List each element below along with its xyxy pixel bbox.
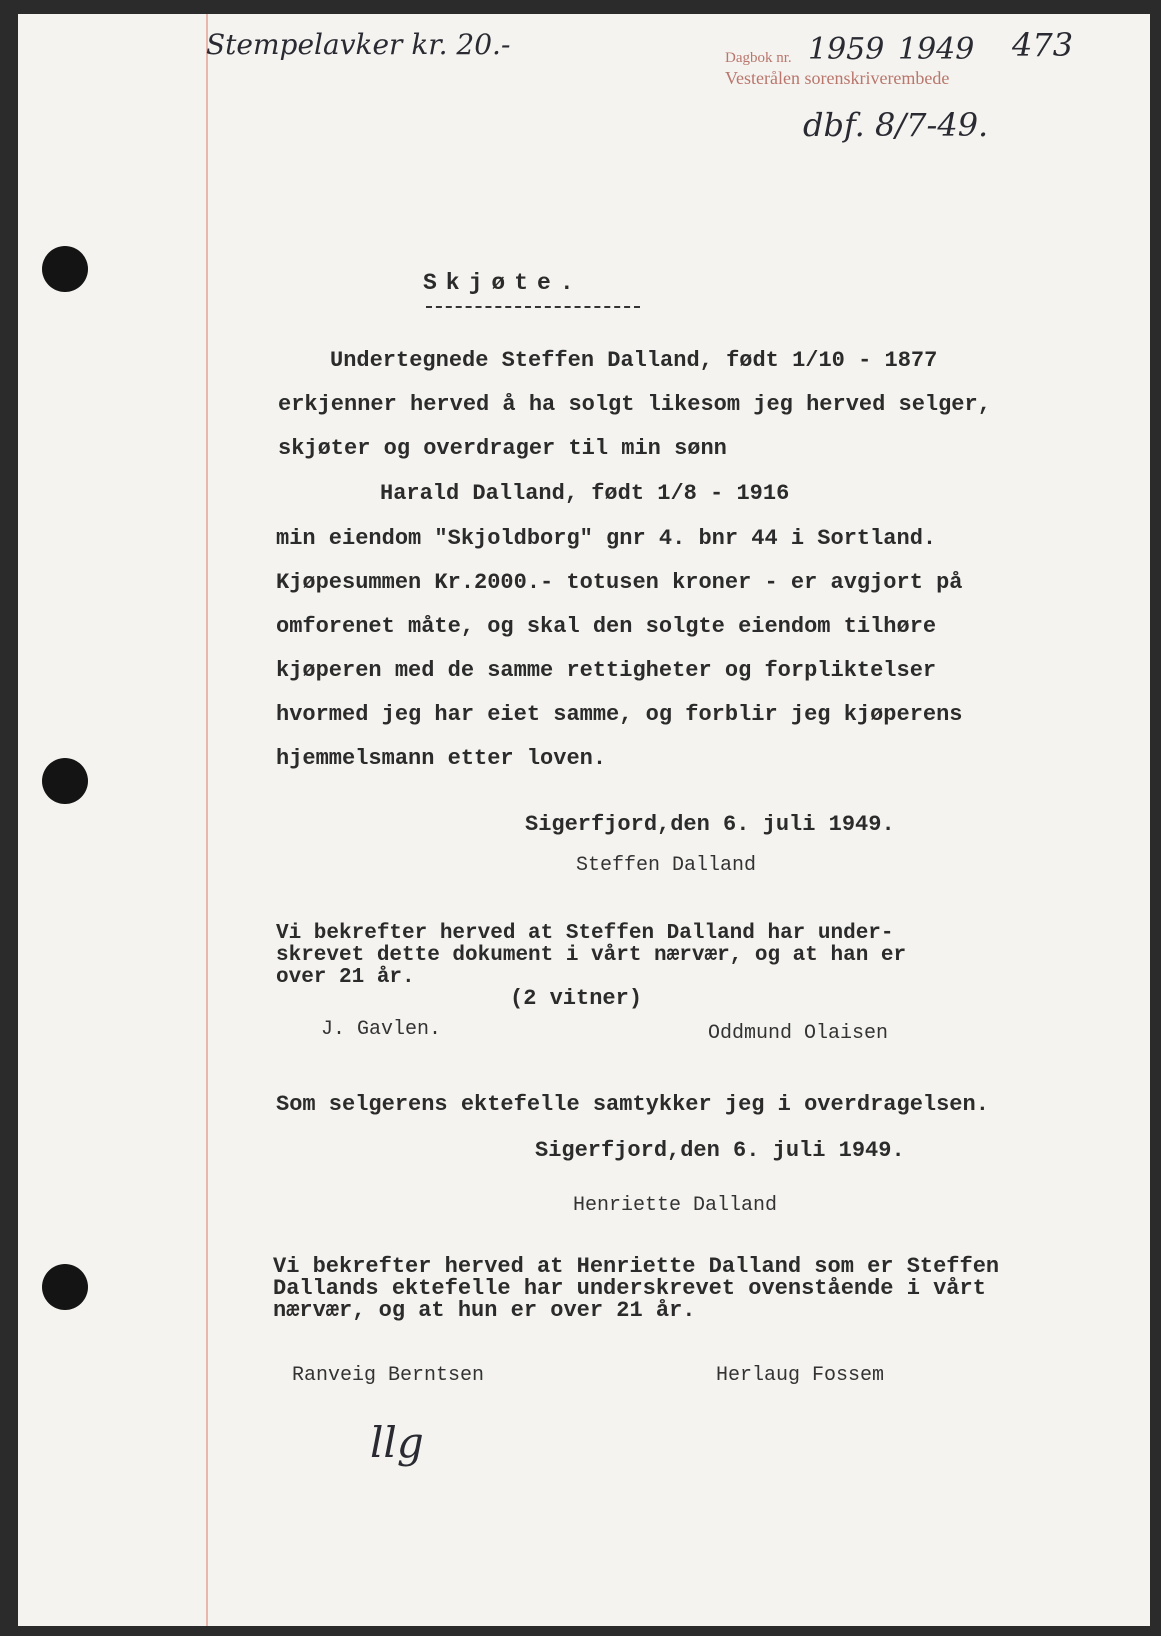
body-line: Kjøpesummen Kr.2000.- totusen kroner - er avgjort på	[276, 570, 963, 595]
witness-text-line: skrevet dette dokument i vårt nærvær, og at han er	[276, 944, 907, 967]
stamp-duty-note: Stempelavker kr. 20.-	[206, 28, 511, 61]
body-line: erkjenner herved å ha solgt likesom jeg herved selger,	[278, 392, 991, 417]
binder-hole-top	[42, 246, 88, 292]
buyer-line: Harald Dalland, født 1/8 - 1916	[380, 481, 790, 506]
spouse-signature: Henriette Dalland	[573, 1194, 778, 1217]
witness-signature-left: Ranveig Berntsen	[292, 1364, 485, 1387]
body-line: min eiendom "Skjoldborg" gnr 4. bnr 44 i Sortland.	[276, 526, 937, 551]
body-line: hvormed jeg har eiet samme, og forblir jeg kjøperens	[276, 702, 963, 727]
consent-line: Som selgerens ektefelle samtykker jeg i overdragelsen.	[276, 1092, 989, 1117]
body-line: skjøter og overdrager til min sønn	[278, 436, 727, 461]
witness-text-line: over 21 år.	[276, 966, 415, 989]
page-number: 473	[1012, 26, 1074, 64]
witness-text-line: Dallands ektefelle har underskrevet ovenstående i vårt	[273, 1276, 986, 1301]
binder-hole-middle	[42, 758, 88, 804]
document-page	[18, 14, 1150, 1626]
consent-place-date: Sigerfjord,den 6. juli 1949.	[535, 1138, 905, 1163]
body-line: hjemmelsmann etter loven.	[276, 746, 607, 771]
seller-signature: Steffen Dalland	[576, 854, 757, 877]
witness-signature-right: Oddmund Olaisen	[708, 1022, 889, 1045]
dagbok-number: 1959	[808, 32, 885, 67]
witness-signature-left: J. Gavlen.	[321, 1018, 442, 1041]
witness-text-line: Vi bekrefter herved at Steffen Dalland har under-	[276, 922, 894, 945]
title-underline	[426, 306, 640, 308]
registration-note: dbf. 8/7-49.	[803, 106, 989, 144]
clerk-initials: llg	[370, 1418, 424, 1467]
body-line: omforenet måte, og skal den solgte eiendom tilhøre	[276, 614, 937, 639]
witness-count-note: (2 vitner)	[510, 986, 643, 1011]
court-office-stamp: Vesterålen sorenskriverembede	[725, 68, 950, 88]
body-line: Undertegnede Steffen Dalland, født 1/10 - 1877	[330, 348, 938, 373]
dagbok-label: Dagbok nr.	[725, 50, 792, 66]
binder-hole-bottom	[42, 1264, 88, 1310]
witness-signature-right: Herlaug Fossem	[716, 1364, 885, 1387]
dagbok-year: 1949	[898, 32, 975, 67]
margin-line	[206, 14, 208, 1626]
witness-text-line: nærvær, og at hun er over 21 år.	[273, 1298, 696, 1323]
body-line: kjøperen med de samme rettigheter og forpliktelser	[276, 658, 937, 683]
document-title: Skjøte.	[423, 270, 583, 296]
witness-text-line: Vi bekrefter herved at Henriette Dalland som er Steffen	[273, 1254, 1000, 1279]
place-date: Sigerfjord,den 6. juli 1949.	[525, 812, 895, 837]
